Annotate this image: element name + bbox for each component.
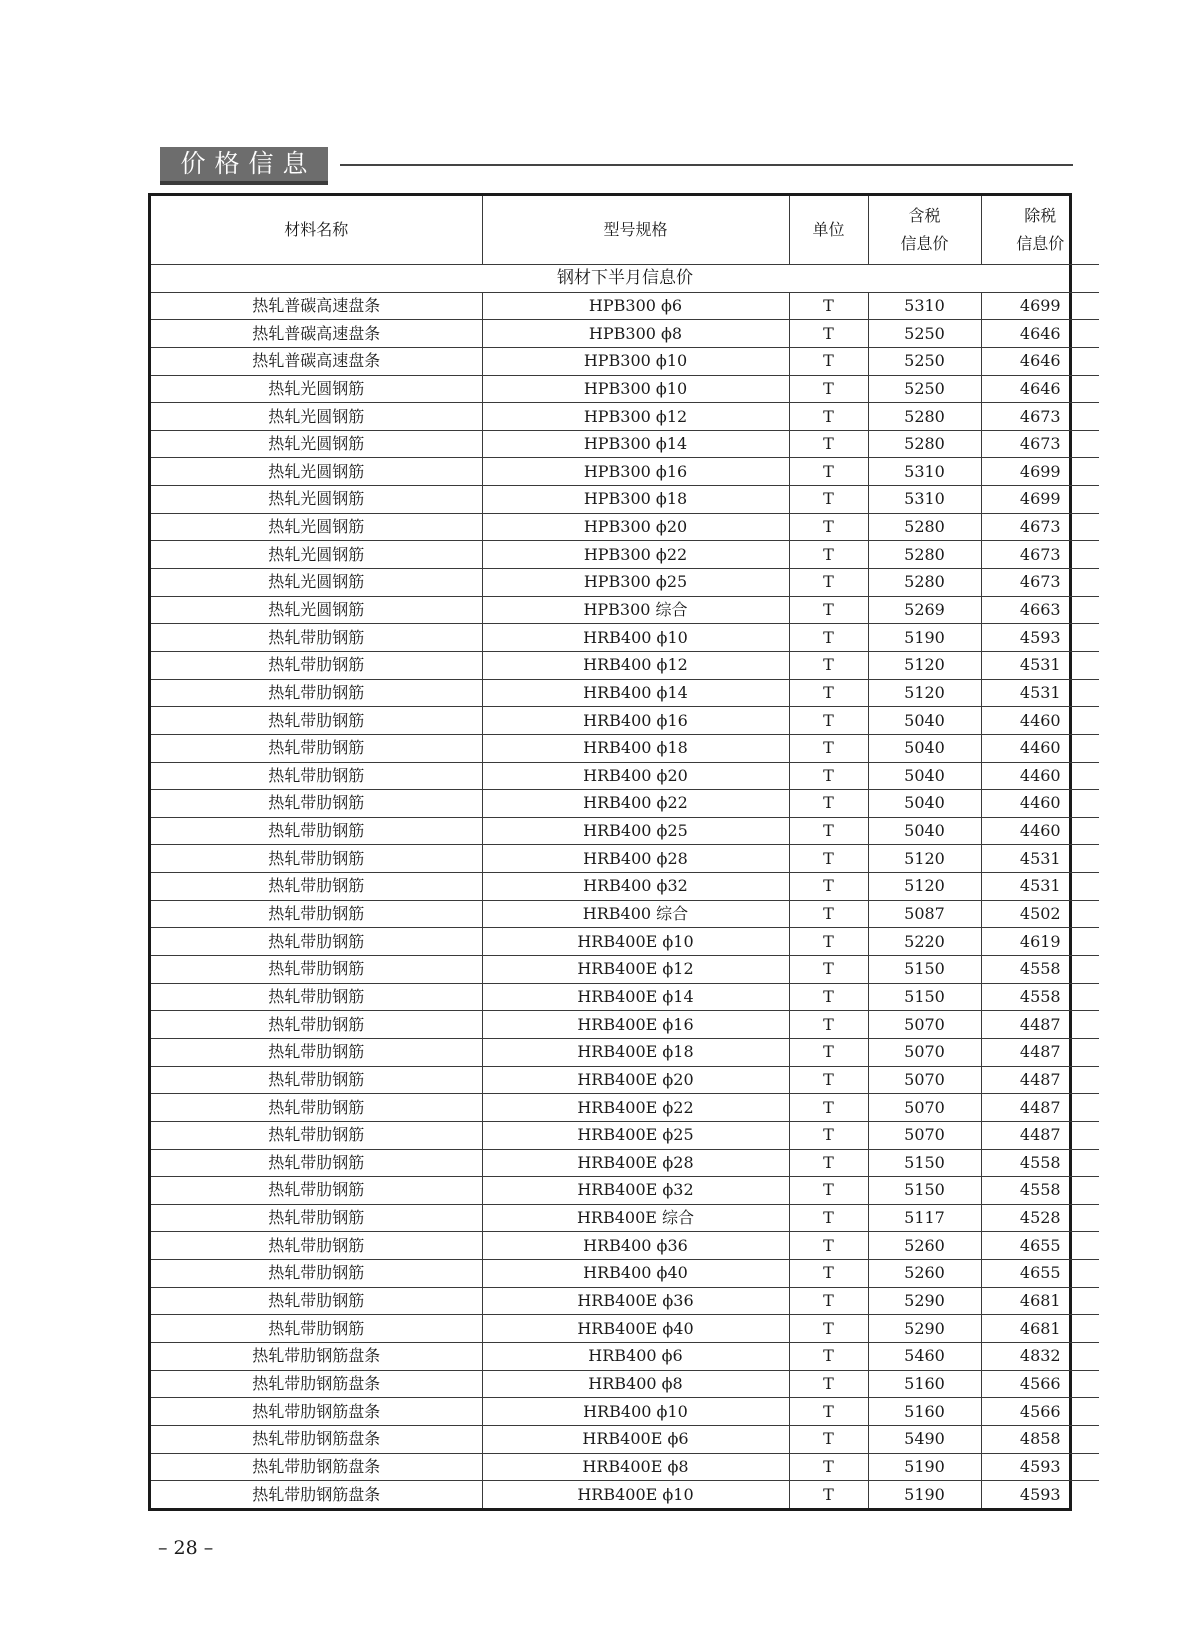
cell-specification: HRB400E ϕ14 bbox=[482, 983, 789, 1011]
cell-material-name: 热轧带肋钢筋盘条 bbox=[151, 1453, 482, 1481]
cell-specification: HPB300 ϕ18 bbox=[482, 486, 789, 514]
table-row bbox=[151, 707, 1099, 735]
cell-specification: HPB300 ϕ12 bbox=[482, 403, 789, 431]
column-header-unit: 单位 bbox=[789, 196, 868, 265]
cell-unit: T bbox=[789, 845, 868, 873]
cell-material-name: 热轧光圆钢筋 bbox=[151, 569, 482, 597]
table-row bbox=[151, 1121, 1099, 1149]
table-row bbox=[151, 1094, 1099, 1122]
cell-unit: T bbox=[789, 430, 868, 458]
table-row bbox=[151, 651, 1099, 679]
cell-specification: HRB400E ϕ40 bbox=[482, 1315, 789, 1343]
table-row bbox=[151, 541, 1099, 569]
cell-tax-exclusive-price: 4593 bbox=[981, 1481, 1099, 1508]
cell-material-name: 热轧带肋钢筋 bbox=[151, 1177, 482, 1205]
cell-specification: HRB400E ϕ10 bbox=[482, 928, 789, 956]
cell-material-name: 热轧带肋钢筋 bbox=[151, 983, 482, 1011]
price-table bbox=[151, 196, 1099, 1508]
cell-specification: HRB400 ϕ10 bbox=[482, 624, 789, 652]
table-row bbox=[151, 569, 1099, 597]
table-row bbox=[151, 1066, 1099, 1094]
cell-tax-exclusive-price: 4681 bbox=[981, 1315, 1099, 1343]
cell-tax-exclusive-price: 4673 bbox=[981, 403, 1099, 431]
cell-material-name: 热轧带肋钢筋 bbox=[151, 1038, 482, 1066]
cell-unit: T bbox=[789, 1342, 868, 1370]
cell-tax-exclusive-price: 4531 bbox=[981, 651, 1099, 679]
table-row bbox=[151, 928, 1099, 956]
cell-unit: T bbox=[789, 1425, 868, 1453]
column-header-tax-exclusive-price: 除税 信息价 bbox=[981, 196, 1099, 265]
cell-tax-inclusive-price: 5190 bbox=[868, 1453, 981, 1481]
cell-unit: T bbox=[789, 1481, 868, 1508]
table-row bbox=[151, 403, 1099, 431]
cell-tax-exclusive-price: 4646 bbox=[981, 320, 1099, 348]
cell-unit: T bbox=[789, 817, 868, 845]
cell-tax-exclusive-price: 4460 bbox=[981, 707, 1099, 735]
cell-tax-exclusive-price: 4673 bbox=[981, 541, 1099, 569]
cell-tax-exclusive-price: 4566 bbox=[981, 1398, 1099, 1426]
cell-material-name: 热轧普碳高速盘条 bbox=[151, 292, 482, 320]
cell-tax-exclusive-price: 4655 bbox=[981, 1232, 1099, 1260]
cell-unit: T bbox=[789, 790, 868, 818]
cell-tax-inclusive-price: 5040 bbox=[868, 707, 981, 735]
cell-tax-exclusive-price: 4502 bbox=[981, 900, 1099, 928]
cell-tax-inclusive-price: 5070 bbox=[868, 1121, 981, 1149]
cell-tax-exclusive-price: 4673 bbox=[981, 513, 1099, 541]
column-header-tax-inclusive-price: 含税 信息价 bbox=[868, 196, 981, 265]
cell-material-name: 热轧带肋钢筋 bbox=[151, 790, 482, 818]
cell-material-name: 热轧带肋钢筋 bbox=[151, 1260, 482, 1288]
cell-tax-inclusive-price: 5070 bbox=[868, 1011, 981, 1039]
cell-unit: T bbox=[789, 956, 868, 984]
cell-unit: T bbox=[789, 1149, 868, 1177]
table-row bbox=[151, 320, 1099, 348]
cell-tax-inclusive-price: 5150 bbox=[868, 983, 981, 1011]
table-header bbox=[151, 196, 1099, 265]
cell-tax-exclusive-price: 4460 bbox=[981, 790, 1099, 818]
table-row bbox=[151, 458, 1099, 486]
cell-unit: T bbox=[789, 1204, 868, 1232]
cell-specification: HPB300 ϕ6 bbox=[482, 292, 789, 320]
table-row bbox=[151, 956, 1099, 984]
cell-material-name: 热轧光圆钢筋 bbox=[151, 458, 482, 486]
cell-material-name: 热轧带肋钢筋 bbox=[151, 1149, 482, 1177]
cell-unit: T bbox=[789, 596, 868, 624]
cell-specification: HRB400E ϕ12 bbox=[482, 956, 789, 984]
cell-tax-inclusive-price: 5117 bbox=[868, 1204, 981, 1232]
cell-material-name: 热轧带肋钢筋 bbox=[151, 1287, 482, 1315]
cell-material-name: 热轧光圆钢筋 bbox=[151, 541, 482, 569]
cell-material-name: 热轧带肋钢筋 bbox=[151, 1094, 482, 1122]
table-row bbox=[151, 347, 1099, 375]
cell-tax-exclusive-price: 4460 bbox=[981, 762, 1099, 790]
cell-material-name: 热轧光圆钢筋 bbox=[151, 486, 482, 514]
cell-tax-exclusive-price: 4681 bbox=[981, 1287, 1099, 1315]
cell-unit: T bbox=[789, 1260, 868, 1288]
cell-tax-inclusive-price: 5250 bbox=[868, 320, 981, 348]
cell-specification: HRB400E ϕ36 bbox=[482, 1287, 789, 1315]
cell-unit: T bbox=[789, 624, 868, 652]
table-row bbox=[151, 900, 1099, 928]
cell-unit: T bbox=[789, 541, 868, 569]
cell-specification: HPB300 ϕ10 bbox=[482, 347, 789, 375]
cell-unit: T bbox=[789, 734, 868, 762]
cell-specification: HPB300 ϕ14 bbox=[482, 430, 789, 458]
table-row bbox=[151, 1038, 1099, 1066]
cell-tax-inclusive-price: 5190 bbox=[868, 624, 981, 652]
table-row bbox=[151, 1398, 1099, 1426]
cell-specification: HRB400 ϕ16 bbox=[482, 707, 789, 735]
table-row bbox=[151, 817, 1099, 845]
cell-tax-exclusive-price: 4673 bbox=[981, 569, 1099, 597]
table-row bbox=[151, 1204, 1099, 1232]
cell-tax-exclusive-price: 4858 bbox=[981, 1425, 1099, 1453]
cell-tax-inclusive-price: 5280 bbox=[868, 569, 981, 597]
cell-specification: HRB400E 综合 bbox=[482, 1204, 789, 1232]
cell-specification: HPB300 综合 bbox=[482, 596, 789, 624]
cell-unit: T bbox=[789, 375, 868, 403]
cell-material-name: 热轧光圆钢筋 bbox=[151, 513, 482, 541]
cell-tax-exclusive-price: 4832 bbox=[981, 1342, 1099, 1370]
cell-tax-inclusive-price: 5040 bbox=[868, 734, 981, 762]
cell-specification: HRB400E ϕ20 bbox=[482, 1066, 789, 1094]
cell-tax-exclusive-price: 4663 bbox=[981, 596, 1099, 624]
cell-unit: T bbox=[789, 928, 868, 956]
cell-tax-inclusive-price: 5150 bbox=[868, 1149, 981, 1177]
cell-tax-exclusive-price: 4487 bbox=[981, 1094, 1099, 1122]
table-row bbox=[151, 1342, 1099, 1370]
cell-tax-exclusive-price: 4487 bbox=[981, 1011, 1099, 1039]
cell-tax-inclusive-price: 5160 bbox=[868, 1398, 981, 1426]
table-row bbox=[151, 624, 1099, 652]
cell-tax-inclusive-price: 5250 bbox=[868, 347, 981, 375]
cell-material-name: 热轧带肋钢筋盘条 bbox=[151, 1425, 482, 1453]
table-row bbox=[151, 1425, 1099, 1453]
cell-unit: T bbox=[789, 1315, 868, 1343]
cell-tax-exclusive-price: 4699 bbox=[981, 458, 1099, 486]
section-title-row bbox=[151, 265, 1099, 293]
table-row bbox=[151, 596, 1099, 624]
cell-specification: HPB300 ϕ20 bbox=[482, 513, 789, 541]
cell-tax-inclusive-price: 5040 bbox=[868, 817, 981, 845]
cell-tax-exclusive-price: 4593 bbox=[981, 1453, 1099, 1481]
cell-specification: HRB400E ϕ18 bbox=[482, 1038, 789, 1066]
cell-unit: T bbox=[789, 1038, 868, 1066]
table-row bbox=[151, 1011, 1099, 1039]
cell-tax-inclusive-price: 5070 bbox=[868, 1094, 981, 1122]
cell-specification: HPB300 ϕ22 bbox=[482, 541, 789, 569]
cell-specification: HRB400 综合 bbox=[482, 900, 789, 928]
cell-specification: HPB300 ϕ16 bbox=[482, 458, 789, 486]
cell-tax-exclusive-price: 4487 bbox=[981, 1066, 1099, 1094]
cell-specification: HRB400 ϕ22 bbox=[482, 790, 789, 818]
cell-specification: HRB400 ϕ36 bbox=[482, 1232, 789, 1260]
cell-tax-exclusive-price: 4531 bbox=[981, 845, 1099, 873]
cell-tax-inclusive-price: 5150 bbox=[868, 1177, 981, 1205]
cell-material-name: 热轧带肋钢筋盘条 bbox=[151, 1370, 482, 1398]
table-row bbox=[151, 1232, 1099, 1260]
cell-tax-inclusive-price: 5040 bbox=[868, 790, 981, 818]
cell-specification: HPB300 ϕ8 bbox=[482, 320, 789, 348]
cell-specification: HRB400 ϕ8 bbox=[482, 1370, 789, 1398]
cell-tax-exclusive-price: 4558 bbox=[981, 956, 1099, 984]
cell-material-name: 热轧光圆钢筋 bbox=[151, 430, 482, 458]
cell-unit: T bbox=[789, 1287, 868, 1315]
cell-material-name: 热轧带肋钢筋 bbox=[151, 707, 482, 735]
table-row bbox=[151, 983, 1099, 1011]
cell-material-name: 热轧带肋钢筋 bbox=[151, 1204, 482, 1232]
cell-tax-exclusive-price: 4673 bbox=[981, 430, 1099, 458]
cell-tax-inclusive-price: 5260 bbox=[868, 1232, 981, 1260]
cell-unit: T bbox=[789, 679, 868, 707]
cell-tax-inclusive-price: 5310 bbox=[868, 292, 981, 320]
cell-tax-inclusive-price: 5160 bbox=[868, 1370, 981, 1398]
cell-material-name: 热轧光圆钢筋 bbox=[151, 596, 482, 624]
cell-specification: HPB300 ϕ10 bbox=[482, 375, 789, 403]
cell-specification: HRB400 ϕ6 bbox=[482, 1342, 789, 1370]
cell-material-name: 热轧带肋钢筋 bbox=[151, 1011, 482, 1039]
cell-specification: HRB400 ϕ14 bbox=[482, 679, 789, 707]
cell-specification: HPB300 ϕ25 bbox=[482, 569, 789, 597]
cell-tax-inclusive-price: 5120 bbox=[868, 845, 981, 873]
cell-tax-inclusive-price: 5220 bbox=[868, 928, 981, 956]
cell-unit: T bbox=[789, 762, 868, 790]
cell-unit: T bbox=[789, 1232, 868, 1260]
cell-specification: HRB400E ϕ10 bbox=[482, 1481, 789, 1508]
cell-material-name: 热轧带肋钢筋盘条 bbox=[151, 1481, 482, 1508]
column-header-specification: 型号规格 bbox=[482, 196, 789, 265]
table-row bbox=[151, 1315, 1099, 1343]
cell-material-name: 热轧带肋钢筋 bbox=[151, 734, 482, 762]
cell-unit: T bbox=[789, 513, 868, 541]
table-row bbox=[151, 513, 1099, 541]
table-row bbox=[151, 292, 1099, 320]
cell-tax-inclusive-price: 5490 bbox=[868, 1425, 981, 1453]
cell-tax-inclusive-price: 5310 bbox=[868, 458, 981, 486]
table-row bbox=[151, 873, 1099, 901]
cell-specification: HRB400E ϕ22 bbox=[482, 1094, 789, 1122]
cell-unit: T bbox=[789, 403, 868, 431]
cell-specification: HRB400 ϕ18 bbox=[482, 734, 789, 762]
cell-material-name: 热轧带肋钢筋 bbox=[151, 845, 482, 873]
table-row bbox=[151, 1177, 1099, 1205]
cell-unit: T bbox=[789, 1177, 868, 1205]
cell-tax-inclusive-price: 5280 bbox=[868, 403, 981, 431]
cell-unit: T bbox=[789, 873, 868, 901]
cell-material-name: 热轧带肋钢筋 bbox=[151, 1066, 482, 1094]
section-header-bar bbox=[160, 147, 328, 185]
cell-material-name: 热轧光圆钢筋 bbox=[151, 375, 482, 403]
cell-tax-inclusive-price: 5120 bbox=[868, 651, 981, 679]
cell-specification: HRB400 ϕ28 bbox=[482, 845, 789, 873]
table-row bbox=[151, 486, 1099, 514]
cell-material-name: 热轧带肋钢筋 bbox=[151, 1232, 482, 1260]
table-row bbox=[151, 1260, 1099, 1288]
cell-tax-exclusive-price: 4531 bbox=[981, 679, 1099, 707]
table-row bbox=[151, 679, 1099, 707]
cell-unit: T bbox=[789, 1094, 868, 1122]
cell-material-name: 热轧带肋钢筋 bbox=[151, 928, 482, 956]
cell-unit: T bbox=[789, 983, 868, 1011]
cell-tax-inclusive-price: 5070 bbox=[868, 1066, 981, 1094]
cell-tax-exclusive-price: 4593 bbox=[981, 624, 1099, 652]
cell-specification: HRB400 ϕ10 bbox=[482, 1398, 789, 1426]
cell-unit: T bbox=[789, 1011, 868, 1039]
cell-tax-exclusive-price: 4699 bbox=[981, 486, 1099, 514]
cell-tax-inclusive-price: 5150 bbox=[868, 956, 981, 984]
table-row bbox=[151, 790, 1099, 818]
cell-specification: HRB400 ϕ40 bbox=[482, 1260, 789, 1288]
cell-specification: HRB400E ϕ6 bbox=[482, 1425, 789, 1453]
header-rule bbox=[340, 164, 1073, 166]
table-row bbox=[151, 845, 1099, 873]
cell-unit: T bbox=[789, 651, 868, 679]
cell-unit: T bbox=[789, 1066, 868, 1094]
cell-tax-inclusive-price: 5269 bbox=[868, 596, 981, 624]
cell-material-name: 热轧带肋钢筋盘条 bbox=[151, 1398, 482, 1426]
cell-unit: T bbox=[789, 458, 868, 486]
table-row bbox=[151, 375, 1099, 403]
cell-tax-inclusive-price: 5310 bbox=[868, 486, 981, 514]
cell-specification: HRB400E ϕ28 bbox=[482, 1149, 789, 1177]
cell-material-name: 热轧带肋钢筋 bbox=[151, 679, 482, 707]
column-header-material-name: 材料名称 bbox=[151, 196, 482, 265]
cell-tax-inclusive-price: 5040 bbox=[868, 762, 981, 790]
cell-unit: T bbox=[789, 1370, 868, 1398]
table-row bbox=[151, 734, 1099, 762]
cell-tax-inclusive-price: 5070 bbox=[868, 1038, 981, 1066]
cell-tax-inclusive-price: 5190 bbox=[868, 1481, 981, 1508]
table-row bbox=[151, 1370, 1099, 1398]
cell-unit: T bbox=[789, 569, 868, 597]
cell-specification: HRB400 ϕ20 bbox=[482, 762, 789, 790]
cell-specification: HRB400E ϕ25 bbox=[482, 1121, 789, 1149]
cell-material-name: 热轧带肋钢筋 bbox=[151, 1121, 482, 1149]
cell-material-name: 热轧普碳高速盘条 bbox=[151, 347, 482, 375]
table-row bbox=[151, 1287, 1099, 1315]
cell-tax-inclusive-price: 5260 bbox=[868, 1260, 981, 1288]
cell-material-name: 热轧带肋钢筋 bbox=[151, 1315, 482, 1343]
cell-tax-exclusive-price: 4566 bbox=[981, 1370, 1099, 1398]
cell-unit: T bbox=[789, 1121, 868, 1149]
cell-tax-exclusive-price: 4487 bbox=[981, 1121, 1099, 1149]
table-row bbox=[151, 430, 1099, 458]
cell-tax-exclusive-price: 4528 bbox=[981, 1204, 1099, 1232]
cell-material-name: 热轧带肋钢筋 bbox=[151, 956, 482, 984]
cell-material-name: 热轧普碳高速盘条 bbox=[151, 320, 482, 348]
cell-tax-exclusive-price: 4531 bbox=[981, 873, 1099, 901]
cell-unit: T bbox=[789, 320, 868, 348]
cell-tax-inclusive-price: 5250 bbox=[868, 375, 981, 403]
cell-tax-exclusive-price: 4558 bbox=[981, 983, 1099, 1011]
cell-tax-exclusive-price: 4558 bbox=[981, 1177, 1099, 1205]
cell-tax-inclusive-price: 5460 bbox=[868, 1342, 981, 1370]
cell-unit: T bbox=[789, 292, 868, 320]
cell-material-name: 热轧带肋钢筋 bbox=[151, 762, 482, 790]
cell-specification: HRB400E ϕ32 bbox=[482, 1177, 789, 1205]
table-row bbox=[151, 762, 1099, 790]
section-title: 钢材下半月信息价 bbox=[151, 265, 1099, 293]
cell-tax-inclusive-price: 5280 bbox=[868, 430, 981, 458]
cell-tax-exclusive-price: 4558 bbox=[981, 1149, 1099, 1177]
table-body bbox=[151, 265, 1099, 1509]
cell-tax-exclusive-price: 4487 bbox=[981, 1038, 1099, 1066]
cell-tax-inclusive-price: 5120 bbox=[868, 679, 981, 707]
table-row bbox=[151, 1149, 1099, 1177]
section-header-title: 价格信息 bbox=[180, 149, 317, 178]
cell-specification: HRB400 ϕ25 bbox=[482, 817, 789, 845]
cell-material-name: 热轧带肋钢筋 bbox=[151, 900, 482, 928]
cell-tax-exclusive-price: 4460 bbox=[981, 817, 1099, 845]
table-row bbox=[151, 1481, 1099, 1508]
table-row bbox=[151, 1453, 1099, 1481]
cell-tax-inclusive-price: 5087 bbox=[868, 900, 981, 928]
cell-unit: T bbox=[789, 486, 868, 514]
cell-tax-inclusive-price: 5290 bbox=[868, 1287, 981, 1315]
cell-tax-exclusive-price: 4460 bbox=[981, 734, 1099, 762]
cell-specification: HRB400 ϕ32 bbox=[482, 873, 789, 901]
cell-unit: T bbox=[789, 900, 868, 928]
cell-unit: T bbox=[789, 707, 868, 735]
cell-tax-inclusive-price: 5120 bbox=[868, 873, 981, 901]
cell-tax-inclusive-price: 5280 bbox=[868, 513, 981, 541]
cell-material-name: 热轧光圆钢筋 bbox=[151, 403, 482, 431]
cell-material-name: 热轧带肋钢筋 bbox=[151, 817, 482, 845]
cell-tax-exclusive-price: 4699 bbox=[981, 292, 1099, 320]
cell-specification: HRB400E ϕ16 bbox=[482, 1011, 789, 1039]
cell-tax-exclusive-price: 4619 bbox=[981, 928, 1099, 956]
cell-tax-exclusive-price: 4646 bbox=[981, 375, 1099, 403]
cell-tax-exclusive-price: 4646 bbox=[981, 347, 1099, 375]
cell-unit: T bbox=[789, 347, 868, 375]
price-table-container bbox=[148, 193, 1072, 1511]
cell-material-name: 热轧带肋钢筋 bbox=[151, 624, 482, 652]
page-number: – 28 – bbox=[158, 1537, 214, 1559]
cell-material-name: 热轧带肋钢筋盘条 bbox=[151, 1342, 482, 1370]
cell-tax-inclusive-price: 5280 bbox=[868, 541, 981, 569]
cell-material-name: 热轧带肋钢筋 bbox=[151, 651, 482, 679]
cell-tax-exclusive-price: 4655 bbox=[981, 1260, 1099, 1288]
cell-unit: T bbox=[789, 1453, 868, 1481]
cell-specification: HRB400 ϕ12 bbox=[482, 651, 789, 679]
cell-tax-inclusive-price: 5290 bbox=[868, 1315, 981, 1343]
cell-unit: T bbox=[789, 1398, 868, 1426]
cell-material-name: 热轧带肋钢筋 bbox=[151, 873, 482, 901]
cell-specification: HRB400E ϕ8 bbox=[482, 1453, 789, 1481]
